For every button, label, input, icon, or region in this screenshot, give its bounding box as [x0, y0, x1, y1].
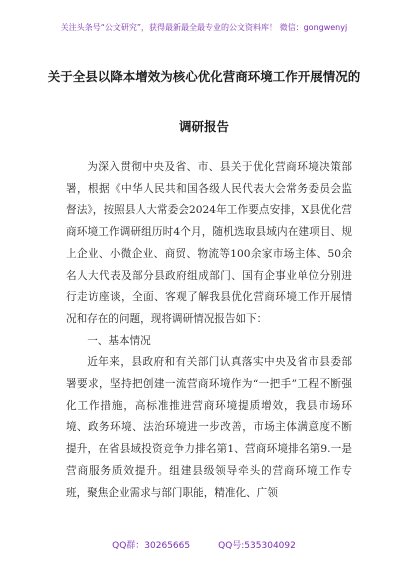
- section-paragraph: 近年来，县政府和有关部门认真落实中央及省市县委部署要求，坚持把创建一流营商环境作为“一把手”工程不断强化工作措施，高标准推进营商环境提质增效，我县市场环境、政务环境、法治环境进一步改善，市场主体满意度不断提升，在省县域投资竞争力排名第1、营商环境排名第9.一是营商服务质效提升。组建县级领导牵头的营商环境工作专班，聚焦企业需求与部门职能，精准化、广领: [66, 356, 352, 499]
- qq-group-text: QQ群：30265665: [112, 541, 191, 551]
- document-body: [66, 157, 352, 504]
- section-heading: 一、基本情况: [87, 334, 151, 347]
- document-title: 关于全县以降本增效为核心优化营商环境工作开展情况的: [47, 69, 361, 84]
- page-footer: [0, 538, 408, 551]
- intro-paragraph: 为深入贯彻中央及省、市、县关于优化营商环境决策部署，根据《中华人民共和国各级人民代表大会常务委员会监督法》，按照县人大常委会2024年工作要点安排，X县优化营商环境工作调研组历时4个月，随机选取县域内在建项目、规上企业、小微企业、商贸、物流等100余家市场主体、50余名人大代表及部分县政府组成部门、国有企事业单位分别进行走访座谈，全面、客观了解我县优化营商环境工作开展情况和存在的问题，现将调研情况报告如下：: [66, 161, 352, 325]
- page-header-notice: 关注头条号“公文研究”，获得最新最全最专业的公文资料库！ 微信：gongwenyj: [60, 23, 348, 32]
- document-title-continued: 调研报告: [178, 119, 229, 134]
- qq-number-text: QQ号:535304092: [218, 541, 296, 551]
